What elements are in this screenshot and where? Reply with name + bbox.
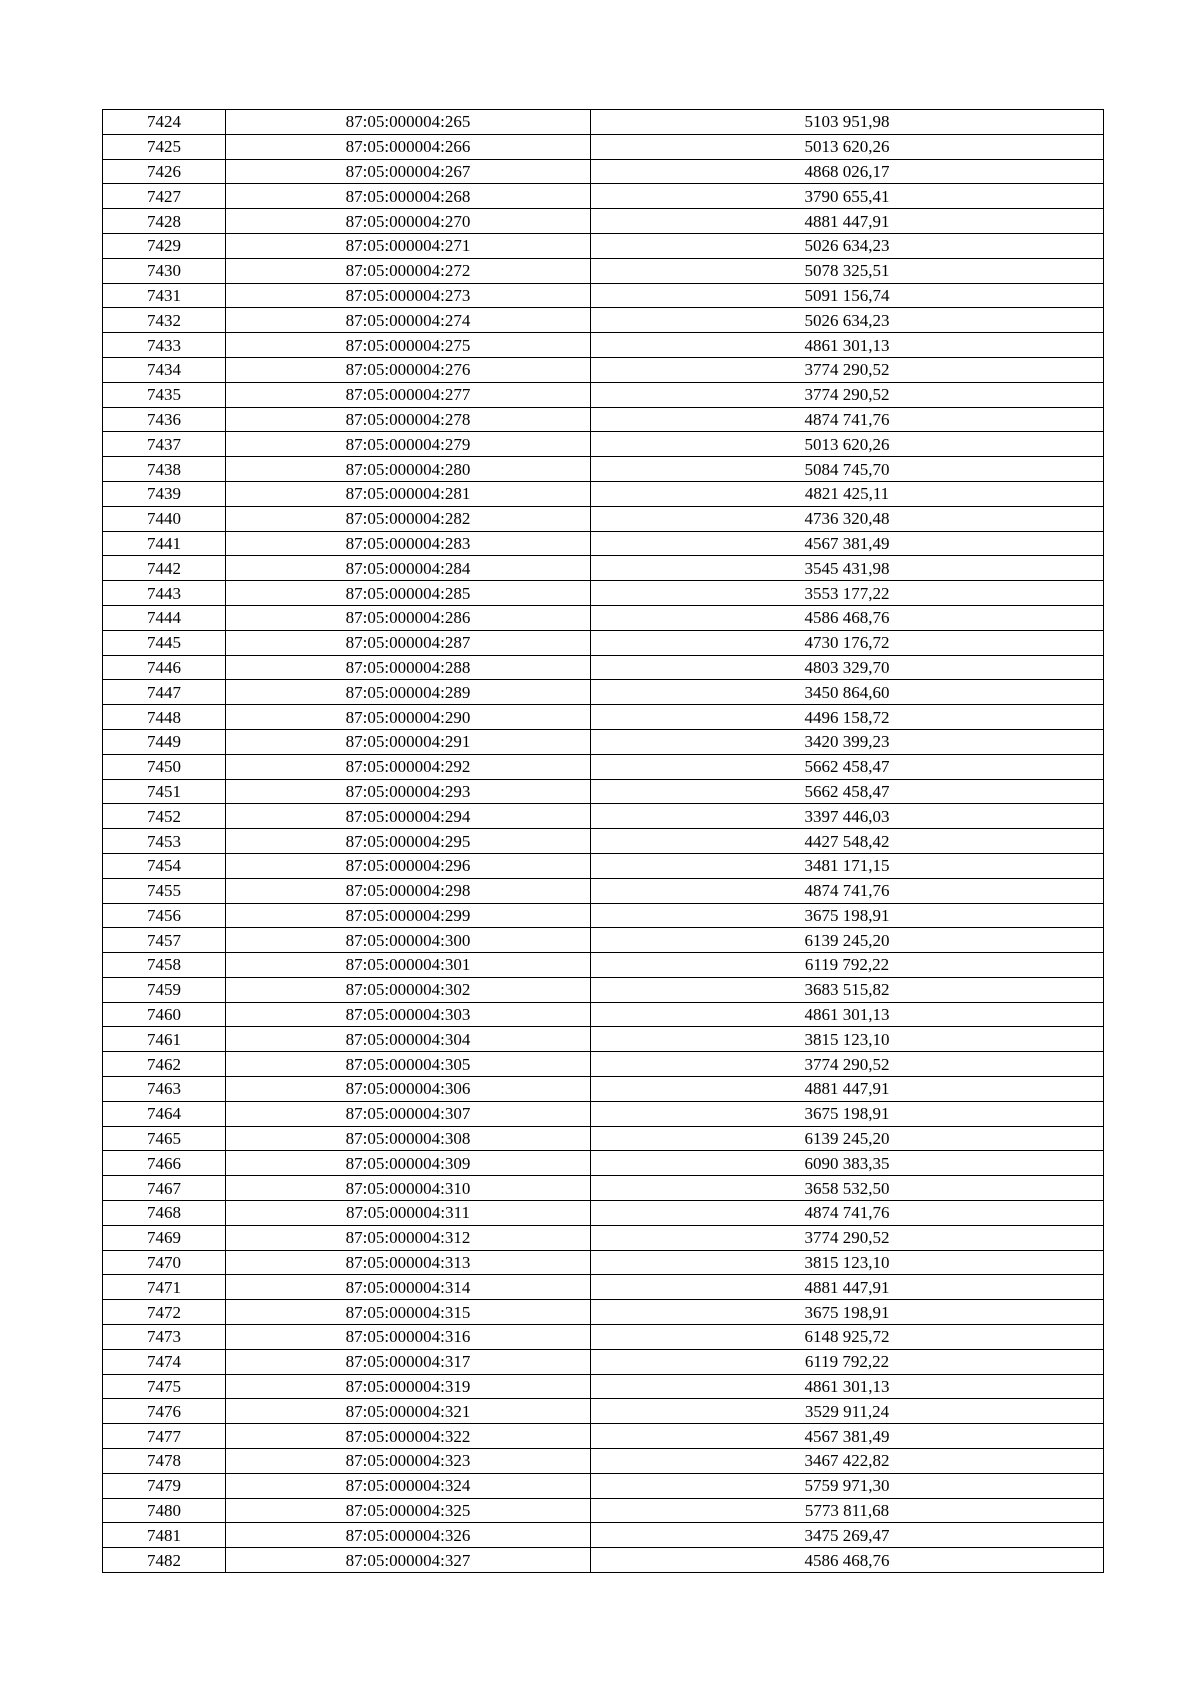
cadastral-number-cell: 87:05:000004:315: [226, 1300, 591, 1325]
row-number-cell: 7477: [103, 1424, 226, 1449]
row-number-cell: 7471: [103, 1275, 226, 1300]
table-row: [103, 1126, 1104, 1151]
cadastral-number-cell: 87:05:000004:316: [226, 1325, 591, 1350]
table-row: [103, 853, 1104, 878]
cadastral-value-cell: 4861 301,13: [591, 333, 1104, 358]
table-row: [103, 258, 1104, 283]
cadastral-number-cell: 87:05:000004:289: [226, 680, 591, 705]
cadastral-value-table: [102, 109, 1104, 1573]
table-body: [103, 110, 1104, 1573]
cadastral-number-cell: 87:05:000004:303: [226, 1002, 591, 1027]
table-row: [103, 159, 1104, 184]
cadastral-value-cell: 5084 745,70: [591, 457, 1104, 482]
cadastral-value-cell: 3790 655,41: [591, 184, 1104, 209]
cadastral-number-cell: 87:05:000004:266: [226, 134, 591, 159]
table-row: [103, 903, 1104, 928]
cadastral-value-cell: 4730 176,72: [591, 630, 1104, 655]
cadastral-number-cell: 87:05:000004:291: [226, 729, 591, 754]
row-number-cell: 7449: [103, 729, 226, 754]
row-number-cell: 7472: [103, 1300, 226, 1325]
row-number-cell: 7450: [103, 754, 226, 779]
table-row: [103, 531, 1104, 556]
row-number-cell: 7476: [103, 1399, 226, 1424]
cadastral-value-cell: 3545 431,98: [591, 556, 1104, 581]
row-number-cell: 7465: [103, 1126, 226, 1151]
row-number-cell: 7468: [103, 1201, 226, 1226]
table-row: [103, 1325, 1104, 1350]
cadastral-value-cell: 3774 290,52: [591, 382, 1104, 407]
row-number-cell: 7469: [103, 1225, 226, 1250]
cadastral-number-cell: 87:05:000004:305: [226, 1052, 591, 1077]
row-number-cell: 7437: [103, 432, 226, 457]
cadastral-value-cell: 4874 741,76: [591, 1201, 1104, 1226]
cadastral-value-cell: 3397 446,03: [591, 804, 1104, 829]
cadastral-value-cell: 3658 532,50: [591, 1176, 1104, 1201]
row-number-cell: 7444: [103, 605, 226, 630]
cadastral-value-cell: 5773 811,68: [591, 1498, 1104, 1523]
cadastral-number-cell: 87:05:000004:299: [226, 903, 591, 928]
cadastral-number-cell: 87:05:000004:282: [226, 506, 591, 531]
cadastral-value-cell: 3683 515,82: [591, 977, 1104, 1002]
cadastral-number-cell: 87:05:000004:286: [226, 605, 591, 630]
cadastral-value-cell: 3675 198,91: [591, 1300, 1104, 1325]
cadastral-value-cell: 6119 792,22: [591, 1349, 1104, 1374]
cadastral-value-cell: 5662 458,47: [591, 779, 1104, 804]
cadastral-number-cell: 87:05:000004:292: [226, 754, 591, 779]
row-number-cell: 7429: [103, 233, 226, 258]
table-row: [103, 1077, 1104, 1102]
row-number-cell: 7451: [103, 779, 226, 804]
cadastral-value-cell: 3450 864,60: [591, 680, 1104, 705]
table-row: [103, 1002, 1104, 1027]
cadastral-number-cell: 87:05:000004:326: [226, 1523, 591, 1548]
table-row: [103, 1225, 1104, 1250]
row-number-cell: 7456: [103, 903, 226, 928]
row-number-cell: 7430: [103, 258, 226, 283]
cadastral-number-cell: 87:05:000004:321: [226, 1399, 591, 1424]
cadastral-value-cell: 6148 925,72: [591, 1325, 1104, 1350]
cadastral-number-cell: 87:05:000004:271: [226, 233, 591, 258]
cadastral-value-cell: 5026 634,23: [591, 233, 1104, 258]
cadastral-value-cell: 5013 620,26: [591, 432, 1104, 457]
cadastral-value-cell: 3529 911,24: [591, 1399, 1104, 1424]
table-row: [103, 829, 1104, 854]
cadastral-value-cell: 4881 447,91: [591, 1077, 1104, 1102]
cadastral-number-cell: 87:05:000004:298: [226, 878, 591, 903]
row-number-cell: 7481: [103, 1523, 226, 1548]
cadastral-value-cell: 5103 951,98: [591, 110, 1104, 135]
table-row: [103, 110, 1104, 135]
row-number-cell: 7441: [103, 531, 226, 556]
row-number-cell: 7446: [103, 655, 226, 680]
row-number-cell: 7480: [103, 1498, 226, 1523]
table-row: [103, 953, 1104, 978]
table-row: [103, 308, 1104, 333]
cadastral-number-cell: 87:05:000004:268: [226, 184, 591, 209]
row-number-cell: 7442: [103, 556, 226, 581]
table-row: [103, 928, 1104, 953]
cadastral-number-cell: 87:05:000004:273: [226, 283, 591, 308]
table-row: [103, 407, 1104, 432]
row-number-cell: 7466: [103, 1151, 226, 1176]
cadastral-value-cell: 4567 381,49: [591, 531, 1104, 556]
cadastral-value-cell: 6139 245,20: [591, 928, 1104, 953]
cadastral-value-cell: 4861 301,13: [591, 1002, 1104, 1027]
row-number-cell: 7470: [103, 1250, 226, 1275]
cadastral-number-cell: 87:05:000004:279: [226, 432, 591, 457]
cadastral-number-cell: 87:05:000004:283: [226, 531, 591, 556]
cadastral-number-cell: 87:05:000004:327: [226, 1548, 591, 1573]
cadastral-number-cell: 87:05:000004:276: [226, 357, 591, 382]
cadastral-value-cell: 3774 290,52: [591, 1052, 1104, 1077]
cadastral-number-cell: 87:05:000004:290: [226, 705, 591, 730]
cadastral-number-cell: 87:05:000004:309: [226, 1151, 591, 1176]
cadastral-number-cell: 87:05:000004:275: [226, 333, 591, 358]
cadastral-value-cell: 5078 325,51: [591, 258, 1104, 283]
table-row: [103, 1052, 1104, 1077]
cadastral-value-cell: 4881 447,91: [591, 209, 1104, 234]
table-row: [103, 432, 1104, 457]
row-number-cell: 7445: [103, 630, 226, 655]
cadastral-value-cell: 4821 425,11: [591, 481, 1104, 506]
cadastral-number-cell: 87:05:000004:272: [226, 258, 591, 283]
cadastral-value-cell: 4881 447,91: [591, 1275, 1104, 1300]
cadastral-value-cell: 4868 026,17: [591, 159, 1104, 184]
table-row: [103, 1548, 1104, 1573]
cadastral-number-cell: 87:05:000004:302: [226, 977, 591, 1002]
cadastral-value-cell: 3675 198,91: [591, 903, 1104, 928]
row-number-cell: 7473: [103, 1325, 226, 1350]
table-row: [103, 1027, 1104, 1052]
row-number-cell: 7440: [103, 506, 226, 531]
table-row: [103, 1275, 1104, 1300]
cadastral-number-cell: 87:05:000004:300: [226, 928, 591, 953]
cadastral-value-cell: 4861 301,13: [591, 1374, 1104, 1399]
cadastral-value-cell: 3815 123,10: [591, 1027, 1104, 1052]
row-number-cell: 7428: [103, 209, 226, 234]
cadastral-value-cell: 4496 158,72: [591, 705, 1104, 730]
cadastral-value-cell: 6119 792,22: [591, 953, 1104, 978]
cadastral-number-cell: 87:05:000004:267: [226, 159, 591, 184]
table-row: [103, 481, 1104, 506]
cadastral-value-cell: 3475 269,47: [591, 1523, 1104, 1548]
table-row: [103, 977, 1104, 1002]
row-number-cell: 7478: [103, 1449, 226, 1474]
cadastral-number-cell: 87:05:000004:314: [226, 1275, 591, 1300]
cadastral-value-cell: 4586 468,76: [591, 605, 1104, 630]
table-row: [103, 1498, 1104, 1523]
cadastral-number-cell: 87:05:000004:323: [226, 1449, 591, 1474]
row-number-cell: 7459: [103, 977, 226, 1002]
table-row: [103, 655, 1104, 680]
table-row: [103, 878, 1104, 903]
row-number-cell: 7479: [103, 1473, 226, 1498]
cadastral-number-cell: 87:05:000004:274: [226, 308, 591, 333]
cadastral-value-cell: 4567 381,49: [591, 1424, 1104, 1449]
table-row: [103, 506, 1104, 531]
table-row: [103, 1424, 1104, 1449]
table-row: [103, 1399, 1104, 1424]
cadastral-value-cell: 3774 290,52: [591, 357, 1104, 382]
table-row: [103, 283, 1104, 308]
cadastral-number-cell: 87:05:000004:308: [226, 1126, 591, 1151]
cadastral-value-cell: 3553 177,22: [591, 581, 1104, 606]
cadastral-number-cell: 87:05:000004:301: [226, 953, 591, 978]
table-row: [103, 754, 1104, 779]
table-row: [103, 1523, 1104, 1548]
row-number-cell: 7462: [103, 1052, 226, 1077]
cadastral-value-cell: 3675 198,91: [591, 1101, 1104, 1126]
table-row: [103, 779, 1104, 804]
cadastral-number-cell: 87:05:000004:322: [226, 1424, 591, 1449]
row-number-cell: 7454: [103, 853, 226, 878]
cadastral-number-cell: 87:05:000004:288: [226, 655, 591, 680]
table-row: [103, 1151, 1104, 1176]
cadastral-value-cell: 5759 971,30: [591, 1473, 1104, 1498]
cadastral-number-cell: 87:05:000004:284: [226, 556, 591, 581]
cadastral-number-cell: 87:05:000004:285: [226, 581, 591, 606]
row-number-cell: 7453: [103, 829, 226, 854]
cadastral-number-cell: 87:05:000004:295: [226, 829, 591, 854]
cadastral-number-cell: 87:05:000004:294: [226, 804, 591, 829]
cadastral-number-cell: 87:05:000004:265: [226, 110, 591, 135]
row-number-cell: 7433: [103, 333, 226, 358]
cadastral-number-cell: 87:05:000004:317: [226, 1349, 591, 1374]
row-number-cell: 7424: [103, 110, 226, 135]
cadastral-value-cell: 4803 329,70: [591, 655, 1104, 680]
cadastral-value-cell: 5091 156,74: [591, 283, 1104, 308]
cadastral-number-cell: 87:05:000004:280: [226, 457, 591, 482]
table-row: [103, 630, 1104, 655]
cadastral-number-cell: 87:05:000004:306: [226, 1077, 591, 1102]
cadastral-number-cell: 87:05:000004:296: [226, 853, 591, 878]
cadastral-value-cell: 3815 123,10: [591, 1250, 1104, 1275]
table-row: [103, 1101, 1104, 1126]
row-number-cell: 7467: [103, 1176, 226, 1201]
cadastral-number-cell: 87:05:000004:313: [226, 1250, 591, 1275]
cadastral-value-cell: 4586 468,76: [591, 1548, 1104, 1573]
cadastral-value-cell: 4736 320,48: [591, 506, 1104, 531]
table-row: [103, 1201, 1104, 1226]
cadastral-number-cell: 87:05:000004:312: [226, 1225, 591, 1250]
table-row: [103, 1349, 1104, 1374]
table-row: [103, 357, 1104, 382]
table-row: [103, 680, 1104, 705]
table-row: [103, 1374, 1104, 1399]
cadastral-number-cell: 87:05:000004:310: [226, 1176, 591, 1201]
table-row: [103, 705, 1104, 730]
row-number-cell: 7439: [103, 481, 226, 506]
table-row: [103, 1300, 1104, 1325]
row-number-cell: 7425: [103, 134, 226, 159]
row-number-cell: 7458: [103, 953, 226, 978]
row-number-cell: 7438: [103, 457, 226, 482]
cadastral-number-cell: 87:05:000004:311: [226, 1201, 591, 1226]
row-number-cell: 7482: [103, 1548, 226, 1573]
row-number-cell: 7427: [103, 184, 226, 209]
row-number-cell: 7426: [103, 159, 226, 184]
row-number-cell: 7474: [103, 1349, 226, 1374]
cadastral-number-cell: 87:05:000004:277: [226, 382, 591, 407]
row-number-cell: 7464: [103, 1101, 226, 1126]
table-row: [103, 1473, 1104, 1498]
table-row: [103, 605, 1104, 630]
row-number-cell: 7434: [103, 357, 226, 382]
table-row: [103, 134, 1104, 159]
cadastral-number-cell: 87:05:000004:270: [226, 209, 591, 234]
row-number-cell: 7436: [103, 407, 226, 432]
row-number-cell: 7460: [103, 1002, 226, 1027]
row-number-cell: 7432: [103, 308, 226, 333]
row-number-cell: 7448: [103, 705, 226, 730]
cadastral-value-cell: 4874 741,76: [591, 407, 1104, 432]
cadastral-value-cell: 3481 171,15: [591, 853, 1104, 878]
cadastral-value-cell: 5662 458,47: [591, 754, 1104, 779]
cadastral-value-cell: 6139 245,20: [591, 1126, 1104, 1151]
table-row: [103, 233, 1104, 258]
cadastral-value-cell: 3467 422,82: [591, 1449, 1104, 1474]
row-number-cell: 7455: [103, 878, 226, 903]
row-number-cell: 7452: [103, 804, 226, 829]
cadastral-value-cell: 4874 741,76: [591, 878, 1104, 903]
cadastral-value-cell: 6090 383,35: [591, 1151, 1104, 1176]
row-number-cell: 7443: [103, 581, 226, 606]
cadastral-value-cell: 5013 620,26: [591, 134, 1104, 159]
table-row: [103, 556, 1104, 581]
row-number-cell: 7447: [103, 680, 226, 705]
table-row: [103, 1250, 1104, 1275]
cadastral-number-cell: 87:05:000004:325: [226, 1498, 591, 1523]
table-row: [103, 184, 1104, 209]
table-row: [103, 333, 1104, 358]
row-number-cell: 7435: [103, 382, 226, 407]
table-row: [103, 209, 1104, 234]
row-number-cell: 7431: [103, 283, 226, 308]
row-number-cell: 7461: [103, 1027, 226, 1052]
cadastral-number-cell: 87:05:000004:293: [226, 779, 591, 804]
table-row: [103, 382, 1104, 407]
cadastral-number-cell: 87:05:000004:278: [226, 407, 591, 432]
cadastral-number-cell: 87:05:000004:287: [226, 630, 591, 655]
cadastral-number-cell: 87:05:000004:281: [226, 481, 591, 506]
cadastral-value-cell: 4427 548,42: [591, 829, 1104, 854]
cadastral-value-cell: 3420 399,23: [591, 729, 1104, 754]
cadastral-value-cell: 5026 634,23: [591, 308, 1104, 333]
row-number-cell: 7463: [103, 1077, 226, 1102]
table-row: [103, 581, 1104, 606]
table-row: [103, 804, 1104, 829]
cadastral-value-cell: 3774 290,52: [591, 1225, 1104, 1250]
table-row: [103, 1176, 1104, 1201]
table-row: [103, 457, 1104, 482]
row-number-cell: 7475: [103, 1374, 226, 1399]
cadastral-number-cell: 87:05:000004:307: [226, 1101, 591, 1126]
cadastral-number-cell: 87:05:000004:304: [226, 1027, 591, 1052]
row-number-cell: 7457: [103, 928, 226, 953]
table-row: [103, 1449, 1104, 1474]
cadastral-number-cell: 87:05:000004:319: [226, 1374, 591, 1399]
cadastral-number-cell: 87:05:000004:324: [226, 1473, 591, 1498]
table-row: [103, 729, 1104, 754]
